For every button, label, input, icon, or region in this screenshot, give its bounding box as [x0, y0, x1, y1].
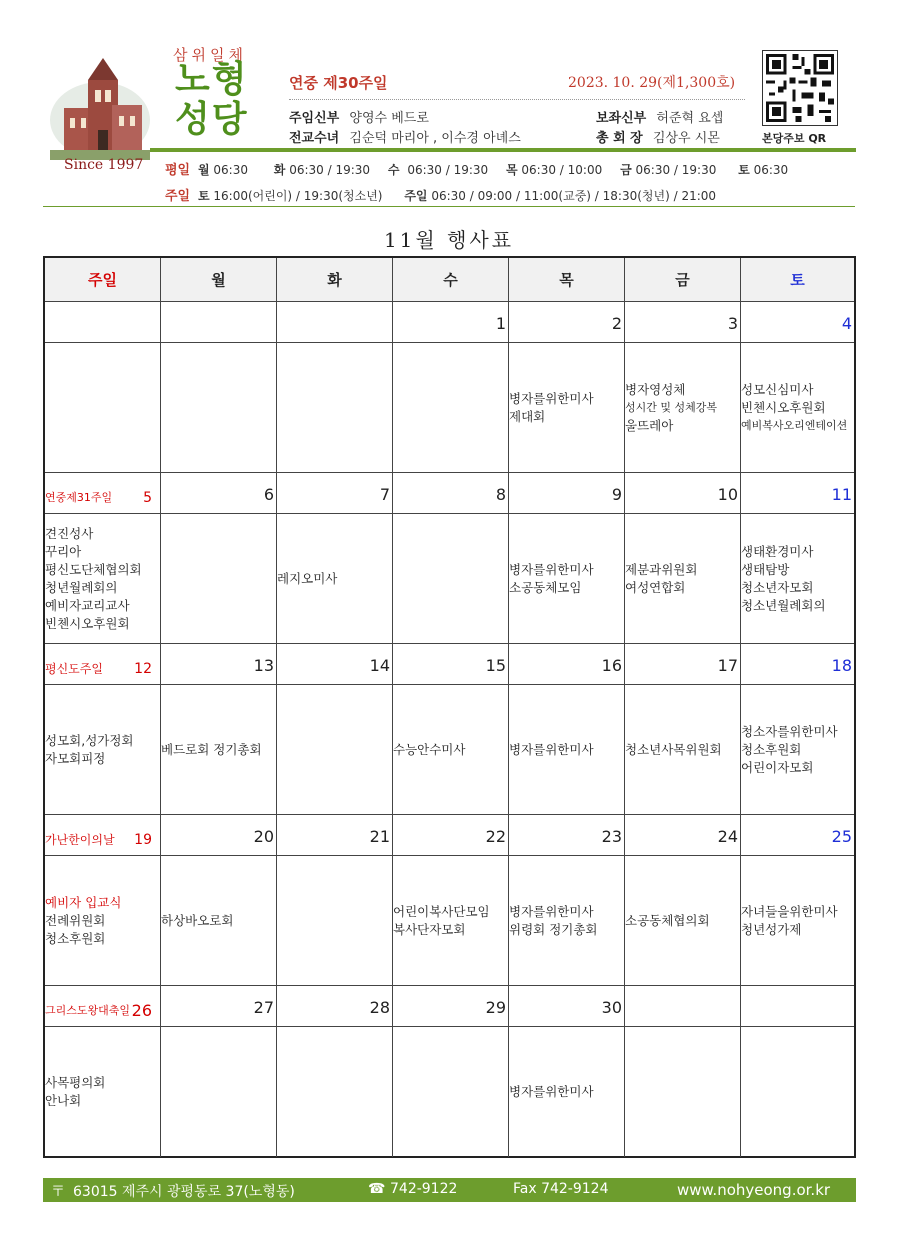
event-item: 병자를위한미사 [509, 903, 594, 919]
date-cell: 30 [509, 986, 625, 1027]
date-cell: 11 [741, 473, 854, 514]
event-item: 성모회,성가정회 [45, 732, 134, 748]
event-cell [509, 514, 625, 644]
event-item: 베드로회 정기총회 [161, 741, 262, 757]
time-tue: 06:30 / 19:30 [289, 163, 371, 177]
event-item: 복사단자모회 [393, 921, 466, 937]
event-item: 견진성사 [45, 525, 94, 541]
day-thu: 목 [505, 163, 518, 177]
date-cell [625, 986, 741, 1027]
date-cell: 2 [509, 302, 625, 343]
event-item: 소공동체협의회 [625, 912, 710, 928]
event-item: 레지오미사 [277, 570, 338, 586]
date-cell [45, 815, 161, 856]
event-item: 안나회 [45, 1093, 82, 1108]
time-thu: 06:30 / 10:00 [521, 163, 603, 177]
event-cell [277, 514, 393, 644]
event-item: 여성연합회 [625, 579, 686, 595]
date-cell [45, 644, 161, 685]
event-item: 위령회 정기총회 [509, 921, 598, 937]
day-sat: 토 [738, 163, 750, 177]
sunday-feast-label: 연중제31주일 [45, 491, 113, 504]
event-cell [509, 343, 625, 473]
header-0: 주일 [45, 258, 161, 302]
event-cell [161, 1027, 277, 1157]
event-item: 청년월례회의 [45, 579, 118, 595]
event-item: 성모신심미사 [741, 381, 814, 397]
event-item: 청소년자모회 [741, 579, 814, 595]
staff-value: 김순덕 마리아 , 이수경 아녜스 [349, 131, 521, 146]
event-item: 병자를위한미사 [509, 1084, 594, 1099]
event-cell [277, 1027, 393, 1157]
event-cell [393, 514, 509, 644]
event-cell [625, 343, 741, 473]
event-cell [277, 343, 393, 473]
date-cell: 27 [161, 986, 277, 1027]
event-item: 예비복사오리엔테이션 [741, 418, 848, 432]
qr-caption: 본당주보 QR [762, 132, 827, 145]
event-cell [161, 685, 277, 815]
event-item: 병자를위한미사 [509, 741, 594, 757]
motto: 삼위일체 [173, 46, 247, 64]
sun-label: 주일 [404, 189, 428, 203]
event-item: 생태탐방 [741, 561, 790, 577]
event-item: 병자를위한미사 [509, 561, 594, 577]
event-item: 평신도단체협의회 [45, 561, 142, 577]
weekday-label: 평일 [165, 163, 191, 178]
event-cell [741, 514, 854, 644]
day-fri: 금 [620, 163, 632, 177]
date-cell [45, 986, 161, 1027]
event-cell [393, 343, 509, 473]
event-item: 전례위원회 [45, 912, 106, 928]
date-cell: 9 [509, 473, 625, 514]
event-item: 수능안수미사 [393, 741, 466, 757]
event-item: 하상바오로회 [161, 912, 234, 928]
sun-times: 06:30 / 09:00 / 11:00(교중) / 18:30(청년) / 21:00 [431, 189, 717, 203]
footer-fax: Fax 742-9124 [513, 1181, 609, 1197]
day-wed: 수 [387, 163, 400, 177]
date-cell: 4 [741, 302, 854, 343]
event-item: 예비자 입교식 [45, 894, 122, 910]
sunday-feast-label: 평신도주일 [45, 662, 103, 676]
footer-bar [43, 1178, 856, 1202]
header-1: 월 [161, 258, 277, 302]
event-cell [45, 343, 161, 473]
event-cell [45, 1027, 161, 1157]
date-cell: 17 [625, 644, 741, 685]
postal-mark-icon: 〒 [51, 1184, 65, 1200]
event-item: 청소년사목위원회 [625, 741, 722, 757]
header-6: 토 [741, 258, 854, 302]
event-cell [741, 856, 854, 986]
church-name-line1: 노형 [175, 59, 249, 100]
weekday-mass-schedule [165, 159, 788, 178]
schedule-rule [43, 206, 855, 207]
date-cell: 10 [625, 473, 741, 514]
event-cell [277, 856, 393, 986]
event-item: 생태환경미사 [741, 543, 814, 559]
event-item: 빈첸시오후원회 [741, 399, 826, 415]
date-cell: 20 [161, 815, 277, 856]
staff-sisters [289, 127, 521, 146]
day-mon: 월 [197, 163, 210, 177]
event-calendar [43, 256, 856, 1158]
event-cell [625, 1027, 741, 1157]
date-cell: 6 [161, 473, 277, 514]
event-item: 청소후원회 [741, 741, 802, 757]
event-item: 제대회 [509, 408, 546, 424]
event-cell [741, 1027, 854, 1157]
event-item: 청소후원회 [45, 930, 106, 946]
event-item: 청년성가제 [741, 921, 802, 937]
church-building-icon [50, 50, 150, 160]
event-cell [509, 856, 625, 986]
event-cell [509, 1027, 625, 1157]
sunday-feast-label: 가난한이의날 [45, 833, 115, 847]
sunday-label: 주일 [165, 189, 191, 204]
date-cell: 15 [393, 644, 509, 685]
event-cell [509, 685, 625, 815]
date-cell: 25 [741, 815, 854, 856]
header-4: 목 [509, 258, 625, 302]
event-cell [161, 514, 277, 644]
staff-assistant-priest [596, 107, 723, 126]
event-item: 자녀들을위한미사 [741, 903, 838, 919]
event-cell [161, 343, 277, 473]
header-rule [150, 148, 856, 152]
event-cell [625, 514, 741, 644]
date-cell [741, 986, 854, 1027]
time-wed: 06:30 / 19:30 [407, 163, 489, 177]
event-item: 어린이자모회 [741, 759, 814, 775]
event-item: 자모회피정 [45, 750, 106, 766]
date-number: 12 [134, 661, 152, 677]
date-number: 19 [134, 832, 152, 848]
event-item: 꾸리아 [45, 543, 82, 559]
event-item: 사목평의회 [45, 1075, 106, 1090]
time-mon: 06:30 [213, 163, 248, 177]
event-item: 예비자교리교사 [45, 597, 130, 613]
staff-value: 허준혁 요셉 [656, 111, 724, 126]
sat-times: 16:00(어린이) / 19:30(청소년) [213, 189, 383, 203]
event-cell [393, 1027, 509, 1157]
event-item: 소공동체모임 [509, 579, 582, 595]
date-cell: 21 [277, 815, 393, 856]
sunday-feast-label: 그리스도왕대축일 [45, 1004, 131, 1017]
date-cell: 1 [393, 302, 509, 343]
event-item: 청소년월례회의 [741, 597, 826, 613]
sunday-mass-schedule [165, 185, 716, 204]
event-item: 성시간 및 성체강복 [625, 400, 718, 414]
event-cell [625, 856, 741, 986]
date-cell [45, 302, 161, 343]
header-5: 금 [625, 258, 741, 302]
date-cell: 23 [509, 815, 625, 856]
church-name-line2: 성당 [175, 99, 249, 140]
event-item: 병자영성체 [625, 381, 686, 397]
event-cell [277, 685, 393, 815]
staff-label: 총 회 장 [596, 131, 643, 146]
day-tue: 화 [273, 163, 286, 177]
event-item: 청소자를위한미사 [741, 723, 838, 739]
staff-label: 전교수녀 [289, 131, 340, 146]
header-2: 화 [277, 258, 393, 302]
staff-value: 김상우 시몬 [652, 131, 720, 146]
footer-phone: 742-9122 [390, 1181, 458, 1197]
event-cell [45, 685, 161, 815]
event-cell [741, 343, 854, 473]
header-3: 수 [393, 258, 509, 302]
event-cell [625, 685, 741, 815]
event-cell [45, 856, 161, 986]
date-cell: 18 [741, 644, 854, 685]
footer-address: 63015 제주시 광평동로 37(노형동) [73, 1184, 295, 1200]
since-label: Since 1997 [64, 157, 144, 173]
event-cell [393, 685, 509, 815]
date-cell: 16 [509, 644, 625, 685]
date-number: 5 [143, 490, 152, 506]
date-cell: 7 [277, 473, 393, 514]
date-cell: 28 [277, 986, 393, 1027]
calendar-title: 11월 행사표 [383, 228, 515, 252]
week-title: 연중 제30주일 [289, 74, 388, 92]
date-cell: 3 [625, 302, 741, 343]
date-cell: 13 [161, 644, 277, 685]
event-item: 울뜨레아 [625, 417, 674, 433]
date-cell: 8 [393, 473, 509, 514]
date-cell [45, 473, 161, 514]
staff-value: 양영수 베드로 [349, 111, 429, 126]
event-cell [741, 685, 854, 815]
event-cell [393, 856, 509, 986]
header-divider [289, 99, 745, 100]
staff-pastor [289, 107, 429, 126]
footer-website[interactable]: www.nohyeong.or.kr [677, 1181, 831, 1199]
event-item: 제분과위원회 [625, 561, 698, 577]
time-sat: 06:30 [753, 163, 789, 177]
phone-icon: ☎ [368, 1181, 386, 1197]
event-item: 어린이복사단모임 [393, 903, 490, 919]
sat-label: 토 [197, 189, 210, 203]
date-cell: 29 [393, 986, 509, 1027]
staff-president [596, 127, 720, 146]
time-fri: 06:30 / 19:30 [635, 163, 717, 177]
event-item: 병자를위한미사 [509, 390, 594, 406]
event-cell [45, 514, 161, 644]
date-cell: 22 [393, 815, 509, 856]
staff-label: 주임신부 [289, 111, 340, 126]
date-cell: 24 [625, 815, 741, 856]
date-cell [161, 302, 277, 343]
event-cell [161, 856, 277, 986]
date-cell: 14 [277, 644, 393, 685]
date-number: 26 [131, 1001, 152, 1020]
issue-date: 2023. 10. 29(제1,300호) [568, 75, 736, 91]
event-item: 빈첸시오후원회 [45, 615, 130, 631]
qr-code-icon[interactable] [762, 50, 838, 126]
date-cell [277, 302, 393, 343]
staff-label: 보좌신부 [596, 111, 647, 126]
